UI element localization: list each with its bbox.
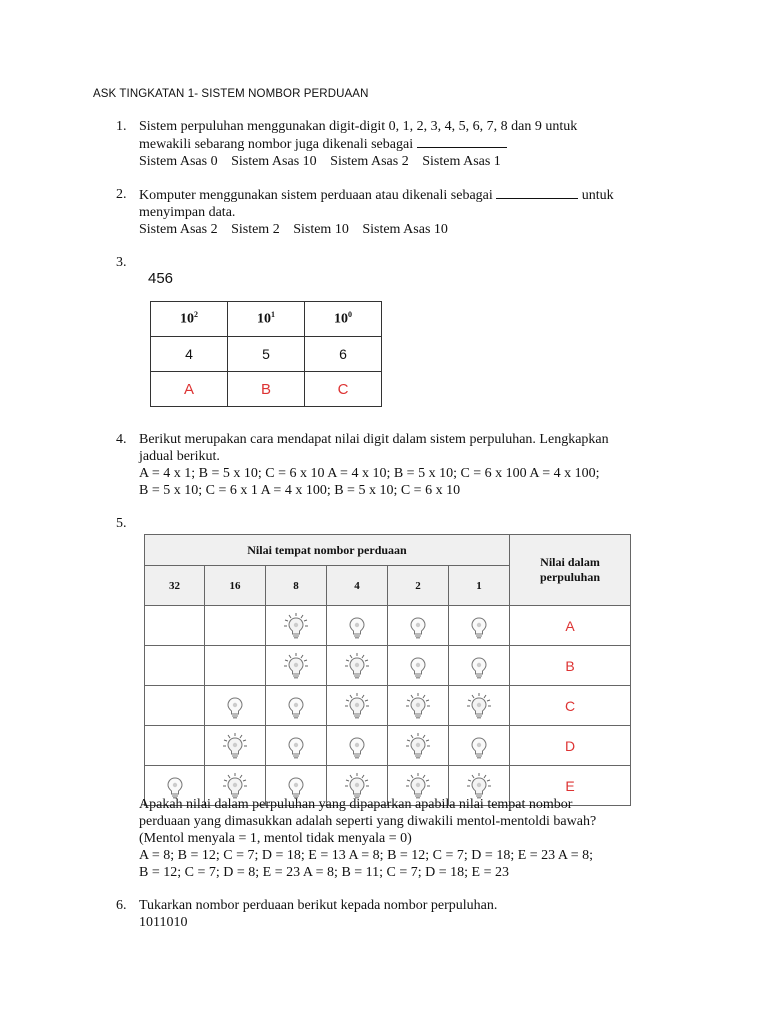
- header-cell: $10^0$: [305, 302, 382, 337]
- lit-bulb-icon: [281, 651, 311, 681]
- bulb-cell: [327, 606, 388, 646]
- answer-cell: C: [305, 372, 382, 407]
- answer-cell: B: [228, 372, 305, 407]
- answer-options: [139, 153, 679, 170]
- bulb-cell: [145, 726, 205, 766]
- number-456: 456: [148, 270, 174, 287]
- bulb-cell: [266, 726, 327, 766]
- lit-bulb-icon: [464, 691, 494, 721]
- option[interactable]: Sistem Asas 2: [330, 154, 409, 169]
- header-cell: $10^2$: [151, 302, 228, 337]
- unlit-bulb-icon: [281, 691, 311, 721]
- unlit-bulb-icon: [464, 651, 494, 681]
- place-value-cell: 1: [449, 566, 510, 606]
- unlit-bulb-icon: [281, 731, 311, 761]
- bulb-cell: [388, 606, 449, 646]
- answer-options-line: A = 8; B = 12; C = 7; D = 18; E = 13 A = 8; B = 12; C = 7; D = 18; E = 23 A = 8;: [139, 848, 594, 863]
- answer-label: D: [510, 726, 631, 766]
- bulb-cell: [388, 646, 449, 686]
- table-row: [145, 606, 631, 646]
- bulb-cell: [266, 686, 327, 726]
- answer-cell: A: [151, 372, 228, 407]
- bulb-cell: [145, 606, 205, 646]
- option[interactable]: Sistem 10: [293, 222, 349, 237]
- option[interactable]: Sistem 2: [231, 222, 280, 237]
- question-text: Apakah nilai dalam perpuluhan yang dipaparkan apabila nilai tempat nombor: [139, 797, 573, 812]
- bulb-cell: [449, 726, 510, 766]
- lit-bulb-icon: [403, 691, 433, 721]
- question-text: Tukarkan nombor perduaan berikut kepada nombor perpuluhan.: [139, 898, 498, 913]
- bulb-cell: [145, 686, 205, 726]
- bulb-cell: [449, 646, 510, 686]
- place-value-cell: 2: [388, 566, 449, 606]
- lit-bulb-icon: [342, 691, 372, 721]
- unlit-bulb-icon: [403, 651, 433, 681]
- table-row: [145, 646, 631, 686]
- place-value-cell: 32: [145, 566, 205, 606]
- bulb-cell: [449, 606, 510, 646]
- question-text: menyimpan data.: [139, 205, 236, 220]
- lit-bulb-icon: [281, 611, 311, 641]
- bulb-cell: [388, 726, 449, 766]
- bulb-cell: [327, 726, 388, 766]
- lit-bulb-icon: [220, 731, 250, 761]
- answer-options-line: A = 4 x 1; B = 5 x 10; C = 6 x 10 A = 4 x 10; B = 5 x 10; C = 6 x 100 A = 4 x 100;: [139, 466, 600, 481]
- unlit-bulb-icon: [342, 731, 372, 761]
- question-text: mewakili sebarang nombor juga dikenali sebagai: [139, 135, 679, 153]
- option[interactable]: Sistem Asas 0: [139, 154, 218, 169]
- bulb-cell: [449, 686, 510, 726]
- bulb-cell: [327, 686, 388, 726]
- answer-options: [139, 221, 679, 238]
- place-value-header: Nilai tempat nombor perduaan: [145, 535, 510, 566]
- question-text: Berikut merupakan cara mendapat nilai digit dalam sistem perpuluhan. Lengkapkan: [139, 432, 609, 447]
- bulb-cell: [205, 686, 266, 726]
- unlit-bulb-icon: [220, 691, 250, 721]
- answer-label: E: [510, 766, 631, 806]
- option[interactable]: Sistem Asas 10: [362, 222, 448, 237]
- binary-bulb-table: [144, 534, 631, 806]
- question-text: jadual berikut.: [139, 449, 220, 464]
- question-text: (Mentol menyala = 1, mentol tidak menyala = 0): [139, 831, 412, 846]
- bulb-cell: [205, 726, 266, 766]
- bulb-cell: [266, 606, 327, 646]
- answer-options-line: B = 12; C = 7; D = 8; E = 23 A = 8; B = 11; C = 7; D = 18; E = 23: [139, 865, 510, 880]
- question-number: 3.: [116, 255, 127, 270]
- answer-label: A: [510, 606, 631, 646]
- place-value-cell: 16: [205, 566, 266, 606]
- unlit-bulb-icon: [403, 611, 433, 641]
- table-row: [145, 686, 631, 726]
- question-number: 2.: [116, 187, 127, 202]
- option[interactable]: Sistem Asas 10: [231, 154, 317, 169]
- lit-bulb-icon: [403, 731, 433, 761]
- place-value-cell: 4: [327, 566, 388, 606]
- question-number: 4.: [116, 432, 127, 447]
- digit-cell: 5: [228, 337, 305, 372]
- table-row: [145, 726, 631, 766]
- question-number: 1.: [116, 119, 127, 134]
- answer-label: B: [510, 646, 631, 686]
- bulb-cell: [145, 646, 205, 686]
- question-text: perduaan yang dimasukkan adalah seperti yang diwakili mentol-mentoldi bawah?: [139, 814, 597, 829]
- bulb-cell: [205, 646, 266, 686]
- digit-cell: 4: [151, 337, 228, 372]
- answer-options-line: B = 5 x 10; C = 6 x 1 A = 4 x 100; B = 5 x 10; C = 6 x 10: [139, 483, 461, 498]
- answer-blank: [417, 135, 507, 148]
- option[interactable]: Sistem Asas 1: [422, 154, 501, 169]
- question-number: 5.: [116, 516, 127, 531]
- header-cell: $10^1$: [228, 302, 305, 337]
- unlit-bulb-icon: [464, 731, 494, 761]
- bulb-cell: [327, 646, 388, 686]
- question-text: Sistem perpuluhan menggunakan digit-digit 0, 1, 2, 3, 4, 5, 6, 7, 8 dan 9 untuk: [139, 119, 578, 134]
- answer-blank: [496, 186, 578, 199]
- decimal-value-header: Nilai dalam perpuluhan: [510, 535, 631, 606]
- lit-bulb-icon: [342, 651, 372, 681]
- bulb-cell: [205, 606, 266, 646]
- bulb-cell: [266, 646, 327, 686]
- place-value-cell: 8: [266, 566, 327, 606]
- place-value-table: [150, 301, 382, 407]
- option[interactable]: Sistem Asas 2: [139, 222, 218, 237]
- question-text: Komputer menggunakan sistem perduaan atau dikenali sebagai untuk: [139, 188, 614, 203]
- unlit-bulb-icon: [342, 611, 372, 641]
- document-title: ASK TINGKATAN 1- SISTEM NOMBOR PERDUAAN: [93, 88, 369, 100]
- question-number: 6.: [116, 898, 127, 913]
- bulb-cell: [388, 686, 449, 726]
- digit-cell: 6: [305, 337, 382, 372]
- binary-number: 1011010: [139, 915, 188, 930]
- answer-label: C: [510, 686, 631, 726]
- unlit-bulb-icon: [464, 611, 494, 641]
